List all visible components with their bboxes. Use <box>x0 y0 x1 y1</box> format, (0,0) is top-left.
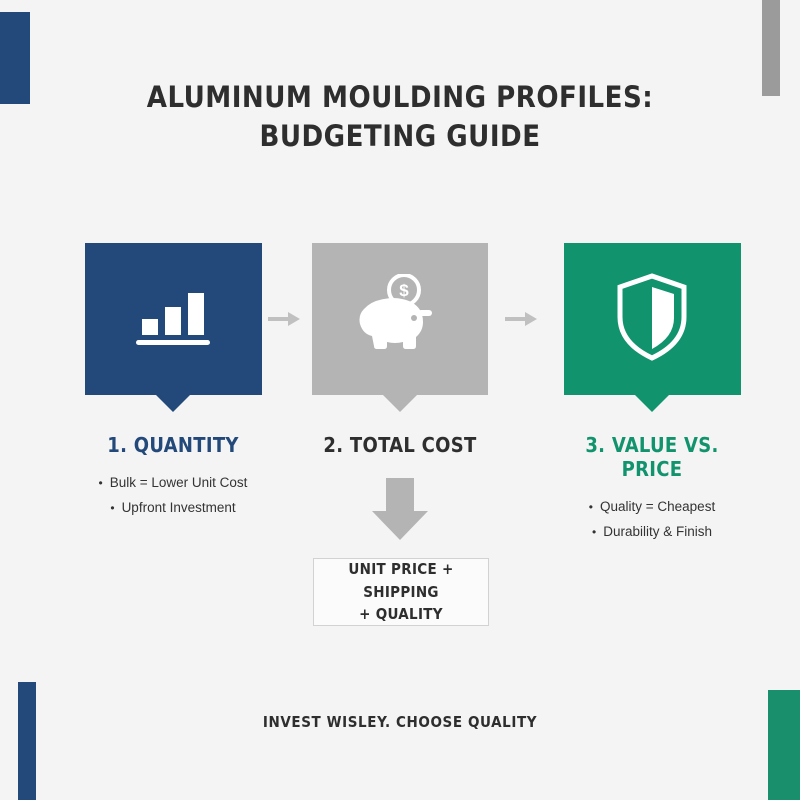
result-line-2: + QUALITY <box>359 605 443 624</box>
list-item: • Upfront Investment <box>73 496 273 521</box>
piggy-bank-icon <box>352 274 448 365</box>
corner-accent-bottom-right <box>768 690 800 800</box>
list-item: • Bulk = Lower Unit Cost <box>73 471 273 496</box>
page-title-line-2: BUDGETING GUIDE <box>259 119 541 154</box>
step-value-vs-price-icon-box <box>564 243 741 395</box>
step-value-vs-price <box>552 243 752 545</box>
footer-tagline: INVEST WISLEY. CHOOSE QUALITY <box>262 713 538 731</box>
bar-chart-icon <box>130 285 216 354</box>
step-value-vs-price-bullets <box>552 495 752 545</box>
arrow-right-icon-2 <box>505 312 539 326</box>
step-quantity-label: 1. QUANTITY <box>107 433 239 457</box>
svg-text:$: $ <box>399 280 409 300</box>
step-quantity-bullets <box>73 471 273 521</box>
list-item: • Quality = Cheapest <box>552 495 752 520</box>
step-total-cost-label: 2. TOTAL COST <box>323 433 477 457</box>
list-item: • Durability & Finish <box>552 520 752 545</box>
step-total-cost <box>300 243 500 457</box>
step-total-cost-icon-box <box>312 243 488 395</box>
result-line-1: UNIT PRICE + SHIPPING <box>348 560 454 601</box>
arrow-down-icon <box>372 478 428 540</box>
step-quantity <box>73 243 273 521</box>
shield-check-icon <box>614 273 690 366</box>
page-title-line-1: ALUMINUM MOULDING PROFILES: <box>146 80 654 114</box>
arrow-right-icon-1 <box>268 312 302 326</box>
result-formula-box <box>313 558 489 626</box>
corner-accent-bottom-left <box>18 682 36 800</box>
step-value-vs-price-label: 3. VALUE VS. PRICE <box>585 433 719 481</box>
step-quantity-icon-box <box>85 243 262 395</box>
page-title <box>0 78 800 156</box>
